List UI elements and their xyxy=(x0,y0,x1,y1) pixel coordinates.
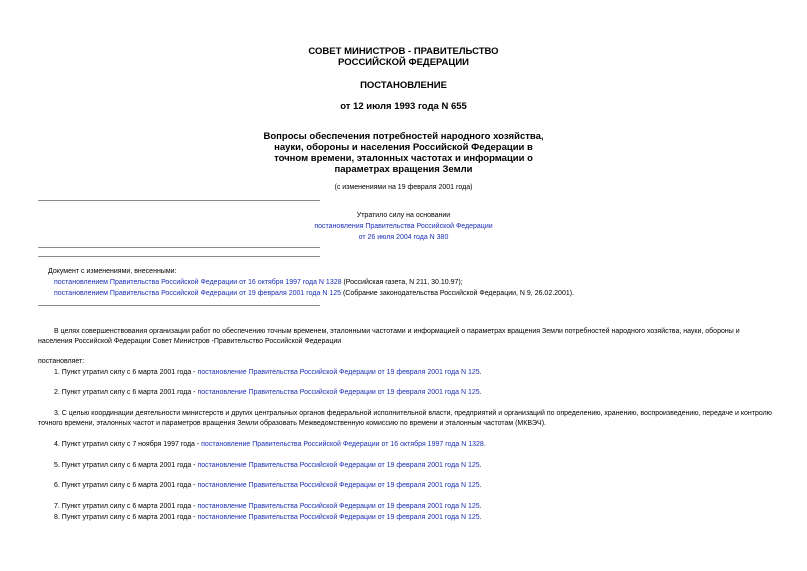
clause-link[interactable]: постановление Правительства Российской Федерации от 16 октября 1997 года N 1328 xyxy=(201,441,484,448)
period: . xyxy=(479,369,482,376)
repeal-link-line1[interactable]: постановления Правительства Российской Федерации xyxy=(314,223,493,230)
amendment-link[interactable]: постановлением Правительства Российской Федерации от 16 октября 1997 года N 1328 xyxy=(54,279,342,286)
clause-6 xyxy=(54,481,482,491)
clause-4 xyxy=(54,440,486,450)
clause-5 xyxy=(54,461,482,471)
issuer-line1: СОВЕТ МИНИСТРОВ - ПРАВИТЕЛЬСТВО xyxy=(308,46,499,57)
period: . xyxy=(483,441,486,448)
clause-text: 2. Пункт утратил силу с 6 марта 2001 года - xyxy=(54,389,198,396)
title-line2: науки, обороны и населения Российской Федерации в xyxy=(274,142,533,153)
clause-8 xyxy=(54,513,482,523)
divider xyxy=(38,256,320,257)
clause-text: 4. Пункт утратил силу с 7 ноября 1997 года - xyxy=(54,441,202,448)
amendment-link[interactable]: постановлением Правительства Российской Федерации от 19 февраля 2001 года N 125 xyxy=(54,290,341,297)
clause-text: 6. Пункт утратил силу с 6 марта 2001 года - xyxy=(54,482,198,489)
clause-text: 1. Пункт утратил силу с 6 марта 2001 года - xyxy=(54,369,198,376)
repeal-link-line2[interactable]: от 26 июля 2004 года N 380 xyxy=(358,234,449,241)
clause-link[interactable]: постановление Правительства Российской Федерации от 19 февраля 2001 года N 125 xyxy=(197,389,480,396)
repeal-note: Утратило силу на основании xyxy=(356,212,451,219)
period: . xyxy=(479,462,482,469)
amendment-source: (Собрание законодательства Российской Федерации, N 9, 26.02.2001). xyxy=(341,290,575,297)
title-line4: параметрах вращения Земли xyxy=(334,164,473,175)
title-line1: Вопросы обеспечения потребностей народного хозяйства, xyxy=(263,131,544,142)
amendments-intro: Документ с изменениями, внесенными: xyxy=(48,268,177,275)
clause-link[interactable]: постановление Правительства Российской Федерации от 19 февраля 2001 года N 125 xyxy=(197,503,480,510)
issuer-line2: РОССИЙСКОЙ ФЕДЕРАЦИИ xyxy=(337,57,469,68)
clause-text: 8. Пункт утратил силу с 6 марта 2001 года - xyxy=(54,514,198,521)
document-date: от 12 июля 1993 года N 655 xyxy=(340,101,467,112)
clause-2 xyxy=(54,388,482,398)
amendment-source: (Российская газета, N 211, 30.10.97); xyxy=(341,279,463,286)
amended-note: (с изменениями на 19 февраля 2001 года) xyxy=(334,184,473,191)
amendment-item xyxy=(54,278,463,288)
period: . xyxy=(479,482,482,489)
preamble: В целях совершенствования организации работ по обеспечению точным временем, эталонными частотами и информацией о параметрах вращения Земли потребностей народного хозяйства, науки, обороны и населения Российской Федерации Совет Министров -Правительство Российской Федерации xyxy=(38,328,740,345)
divider xyxy=(38,305,320,306)
clause-text: 5. Пункт утратил силу с 6 марта 2001 года - xyxy=(54,462,198,469)
clause-7 xyxy=(54,502,482,512)
period: . xyxy=(479,503,482,510)
amendment-item xyxy=(54,289,574,299)
title-line3: точном времени, эталонных частотах и информации о xyxy=(274,153,533,164)
clause-link[interactable]: постановление Правительства Российской Федерации от 19 февраля 2001 года N 125 xyxy=(197,482,480,489)
document-type: ПОСТАНОВЛЕНИЕ xyxy=(360,80,447,91)
divider xyxy=(38,247,320,248)
clause-link[interactable]: постановление Правительства Российской Федерации от 19 февраля 2001 года N 125 xyxy=(197,514,480,521)
clause-link[interactable]: постановление Правительства Российской Федерации от 19 февраля 2001 года N 125 xyxy=(197,369,480,376)
clause-3: 3. С целью координации деятельности министерств и других центральных органов федеральной исполнительной власти, предприятий и организаций по определению, хранению, воспроизведению, передаче и контролю точного времени, эталонных частот и параметров вращения Земли образовать Межведомственную комиссию по времени и эталонным частотам (МКВЭЧ). xyxy=(38,410,772,427)
clause-link[interactable]: постановление Правительства Российской Федерации от 19 февраля 2001 года N 125 xyxy=(197,462,480,469)
clause-text: 7. Пункт утратил силу с 6 марта 2001 года - xyxy=(54,503,198,510)
period: . xyxy=(479,514,482,521)
period: . xyxy=(479,389,482,396)
decides: постановляет: xyxy=(38,358,85,365)
divider xyxy=(38,200,320,201)
clause-1 xyxy=(54,368,482,378)
